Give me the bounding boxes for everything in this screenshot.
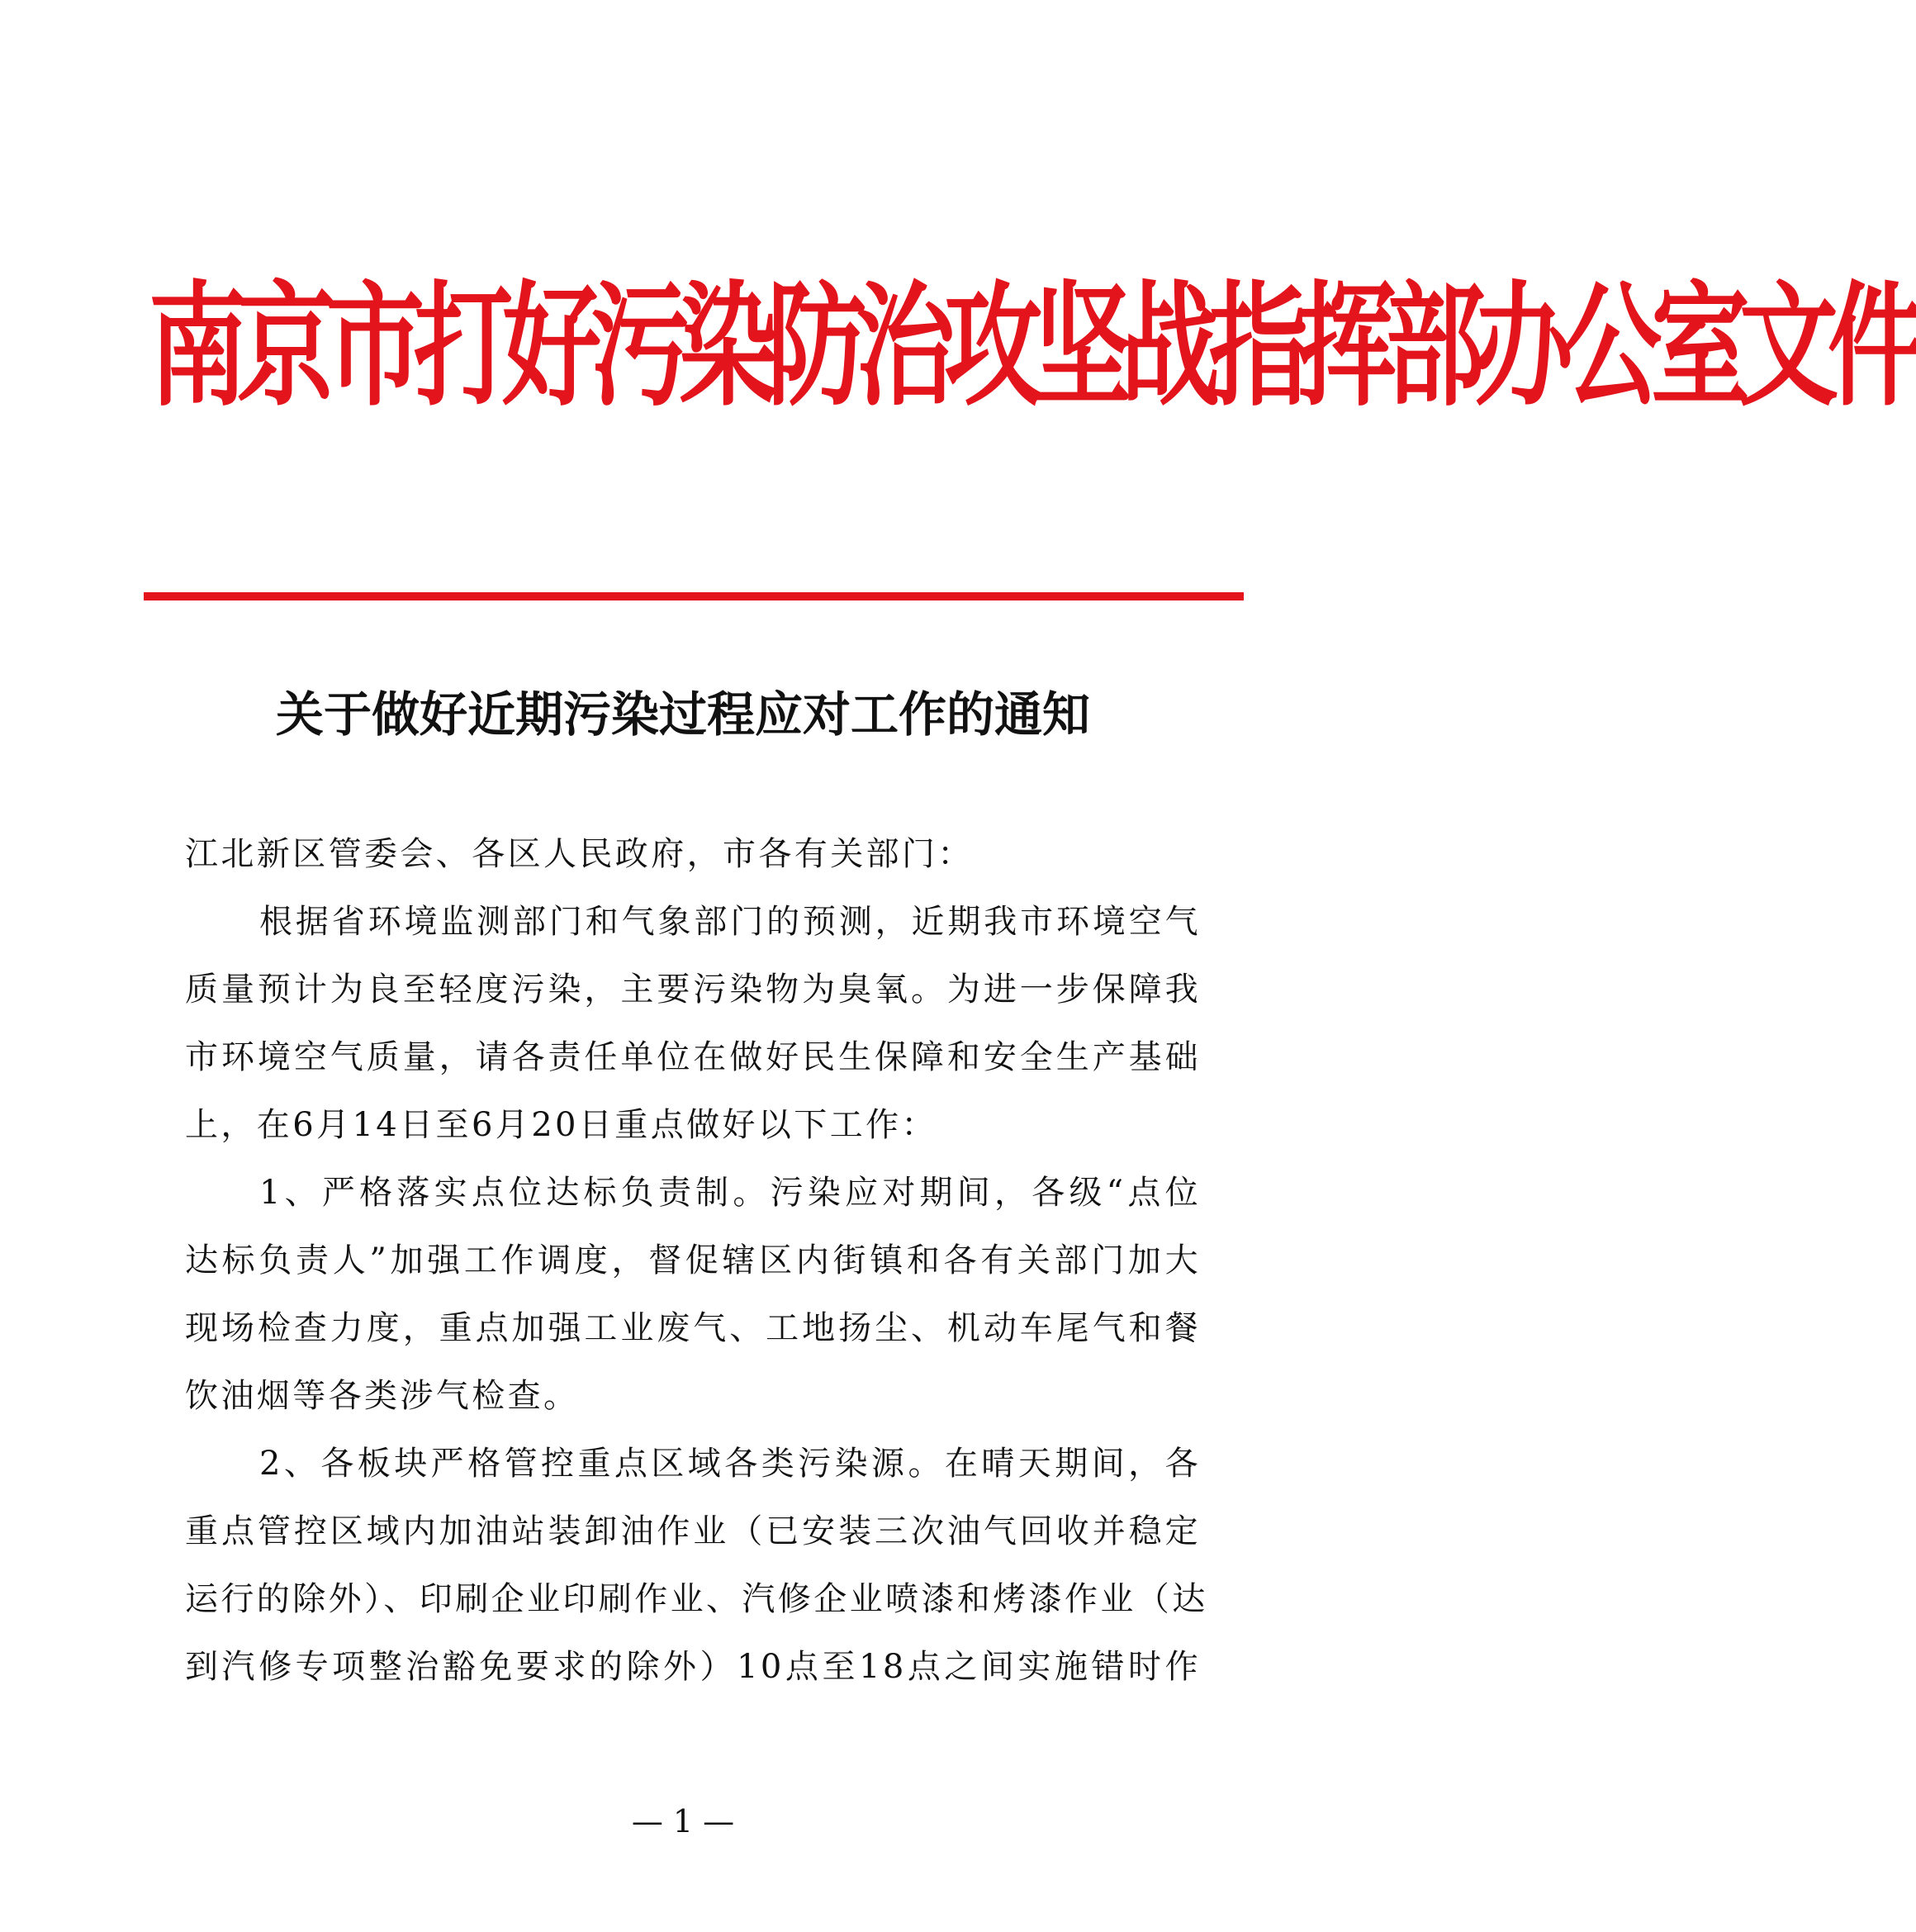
item-2-line-3: 运行的除外）、印刷企业印刷作业、汽修企业喷漆和烤漆作业（达 [185,1580,1208,1618]
item-1-line-3: 现场检查力度，重点加强工业废气、工地扬尘、机动车尾气和餐 [185,1309,1201,1347]
item-1-line-1: 1、严格落实点位达标负责制。污染应对期间，各级“点位 [259,1174,1201,1212]
item-2-line-2: 重点管控区域内加油站装卸油作业（已安装三次油气回收并稳定 [185,1512,1201,1550]
body-line-3: 市环境空气质量，请各责任单位在做好民生保障和安全生产基础 [185,1038,1201,1076]
item-1-line-2: 达标负责人”加强工作调度，督促辖区内街镇和各有关部门加大 [185,1241,1201,1279]
item-2-line-4: 到汽修专项整治豁免要求的除外）10点至18点之间实施错时作 [185,1648,1201,1686]
red-separator-rule [144,592,1244,600]
addressee-line: 江北新区管委会、各区人民政府，市各有关部门： [185,835,974,873]
page-number: — 1 — [631,1803,735,1839]
body-line-4: 上，在6月14日至6月20日重点做好以下工作： [185,1106,937,1144]
body-line-2: 质量预计为良至轻度污染，主要污染物为臭氧。为进一步保障我 [185,971,1201,1009]
issuer-masthead: 南京市打好污染防治攻坚战指挥部办公室文件 [149,268,1916,425]
item-1-line-4: 饮油烟等各类涉气检查。 [185,1377,580,1415]
body-line-1: 根据省环境监测部门和气象部门的预测，近期我市环境空气 [259,903,1201,941]
document-title: 关于做好近期污染过程应对工作的通知 [275,686,1090,743]
item-2-line-1: 2、各板块严格管控重点区域各类污染源。在晴天期间，各 [259,1445,1201,1483]
